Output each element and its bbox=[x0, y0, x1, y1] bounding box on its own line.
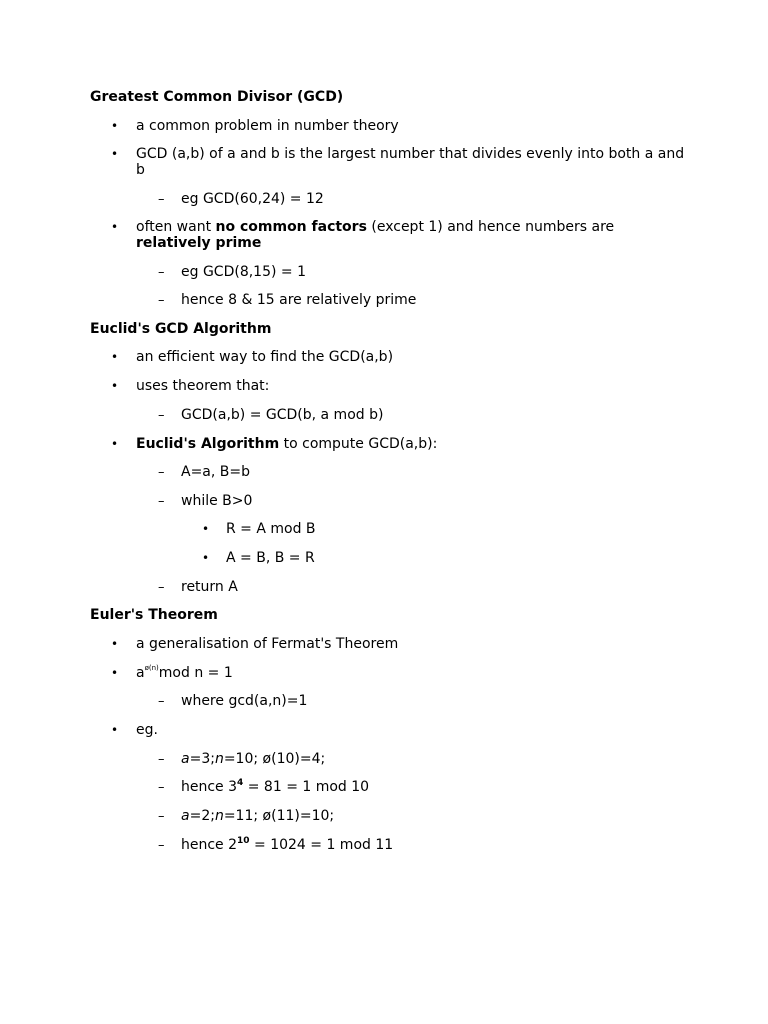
heading-euler: Euler's Theorem bbox=[90, 607, 218, 623]
dash-marker: – bbox=[158, 465, 165, 480]
list-item-gcd-2-line1: GCD (a,b) of a and b is the largest number that divides evenly into both a and bbox=[136, 146, 685, 162]
variable-n: n bbox=[214, 751, 224, 767]
list-item-euclid-1: an efficient way to find the GCD(a,b) bbox=[136, 349, 394, 365]
heading-gcd: Greatest Common Divisor (GCD) bbox=[90, 89, 344, 105]
dash-marker: – bbox=[158, 752, 165, 767]
example-4 bbox=[181, 837, 393, 854]
algorithm-step-return: return A bbox=[181, 579, 238, 595]
sub-item-euler-condition: where gcd(a,n)=1 bbox=[181, 693, 308, 709]
heading-euclid: Euclid's GCD Algorithm bbox=[90, 321, 272, 337]
list-item-euler-1: a generalisation of Fermat's Theorem bbox=[136, 636, 399, 652]
text-run: = 1024 = 1 mod 11 bbox=[249, 837, 394, 853]
bullet-marker: • bbox=[111, 350, 119, 364]
dash-marker: – bbox=[158, 192, 165, 207]
sub-item-euclid-theorem: GCD(a,b) = GCD(b, a mod b) bbox=[181, 407, 384, 423]
text-run: =10; ø(10)=4; bbox=[223, 751, 326, 767]
sub-item-gcd-example: eg GCD(60,24) = 12 bbox=[181, 191, 324, 207]
dash-marker: – bbox=[158, 809, 165, 824]
text-run: =2; bbox=[189, 808, 215, 824]
formula-rest: mod n = 1 bbox=[158, 665, 233, 681]
algorithm-step-init: A=a, B=b bbox=[181, 464, 251, 480]
bold-text-run: Euclid's Algorithm bbox=[136, 436, 280, 452]
bullet-marker: • bbox=[111, 379, 119, 393]
dash-marker: – bbox=[158, 265, 165, 280]
bold-text-run: no common factors bbox=[215, 219, 367, 235]
bullet-marker: • bbox=[202, 551, 210, 565]
bullet-marker: • bbox=[111, 637, 119, 651]
list-item-gcd-3-line2: relatively prime bbox=[136, 235, 262, 251]
variable-a: a bbox=[181, 808, 190, 824]
variable-a: a bbox=[181, 751, 190, 767]
formula-exponent: 10 bbox=[237, 836, 250, 846]
dash-marker: – bbox=[158, 694, 165, 709]
formula-exponent: 4 bbox=[237, 778, 244, 788]
bullet-marker: • bbox=[111, 666, 119, 680]
dash-marker: – bbox=[158, 494, 165, 509]
text-run: hence 3 bbox=[181, 779, 238, 795]
example-1 bbox=[181, 751, 325, 768]
text-run: =3; bbox=[189, 751, 215, 767]
text-run: = 81 = 1 mod 10 bbox=[243, 779, 370, 795]
text-run: =11; ø(11)=10; bbox=[223, 808, 335, 824]
algorithm-loop-step-1: R = A mod B bbox=[226, 521, 316, 537]
formula-exponent: ø(n) bbox=[144, 664, 159, 672]
text-run: hence 2 bbox=[181, 837, 238, 853]
list-item-euler-2 bbox=[136, 665, 233, 682]
algorithm-step-loop: while B>0 bbox=[181, 493, 253, 509]
bullet-marker: • bbox=[111, 723, 119, 737]
example-3 bbox=[181, 808, 334, 825]
bullet-marker: • bbox=[111, 119, 119, 133]
dash-marker: – bbox=[158, 838, 165, 853]
bullet-marker: • bbox=[111, 220, 119, 234]
algorithm-loop-step-2: A = B, B = R bbox=[226, 550, 315, 566]
bullet-marker: • bbox=[111, 147, 119, 161]
bullet-marker: • bbox=[202, 522, 210, 536]
list-item-euler-3: eg. bbox=[136, 722, 158, 738]
dash-marker: – bbox=[158, 580, 165, 595]
dash-marker: – bbox=[158, 408, 165, 423]
formula-base: a bbox=[136, 665, 145, 681]
text-run: often want bbox=[136, 219, 216, 235]
dash-marker: – bbox=[158, 780, 165, 795]
dash-marker: – bbox=[158, 293, 165, 308]
sub-item-gcd-example-2: eg GCD(8,15) = 1 bbox=[181, 264, 306, 280]
bullet-marker: • bbox=[111, 437, 119, 451]
list-item-gcd-3-line1 bbox=[136, 219, 614, 236]
list-item-gcd-1: a common problem in number theory bbox=[136, 118, 399, 134]
sub-item-gcd-relatively-prime: hence 8 & 15 are relatively prime bbox=[181, 292, 417, 308]
text-run: to compute GCD(a,b): bbox=[279, 436, 438, 452]
list-item-euclid-3 bbox=[136, 436, 437, 453]
list-item-gcd-2-line2: b bbox=[136, 162, 145, 178]
text-run: (except 1) and hence numbers are bbox=[366, 219, 615, 235]
list-item-euclid-2: uses theorem that: bbox=[136, 378, 270, 394]
example-2 bbox=[181, 779, 369, 796]
variable-n: n bbox=[214, 808, 224, 824]
